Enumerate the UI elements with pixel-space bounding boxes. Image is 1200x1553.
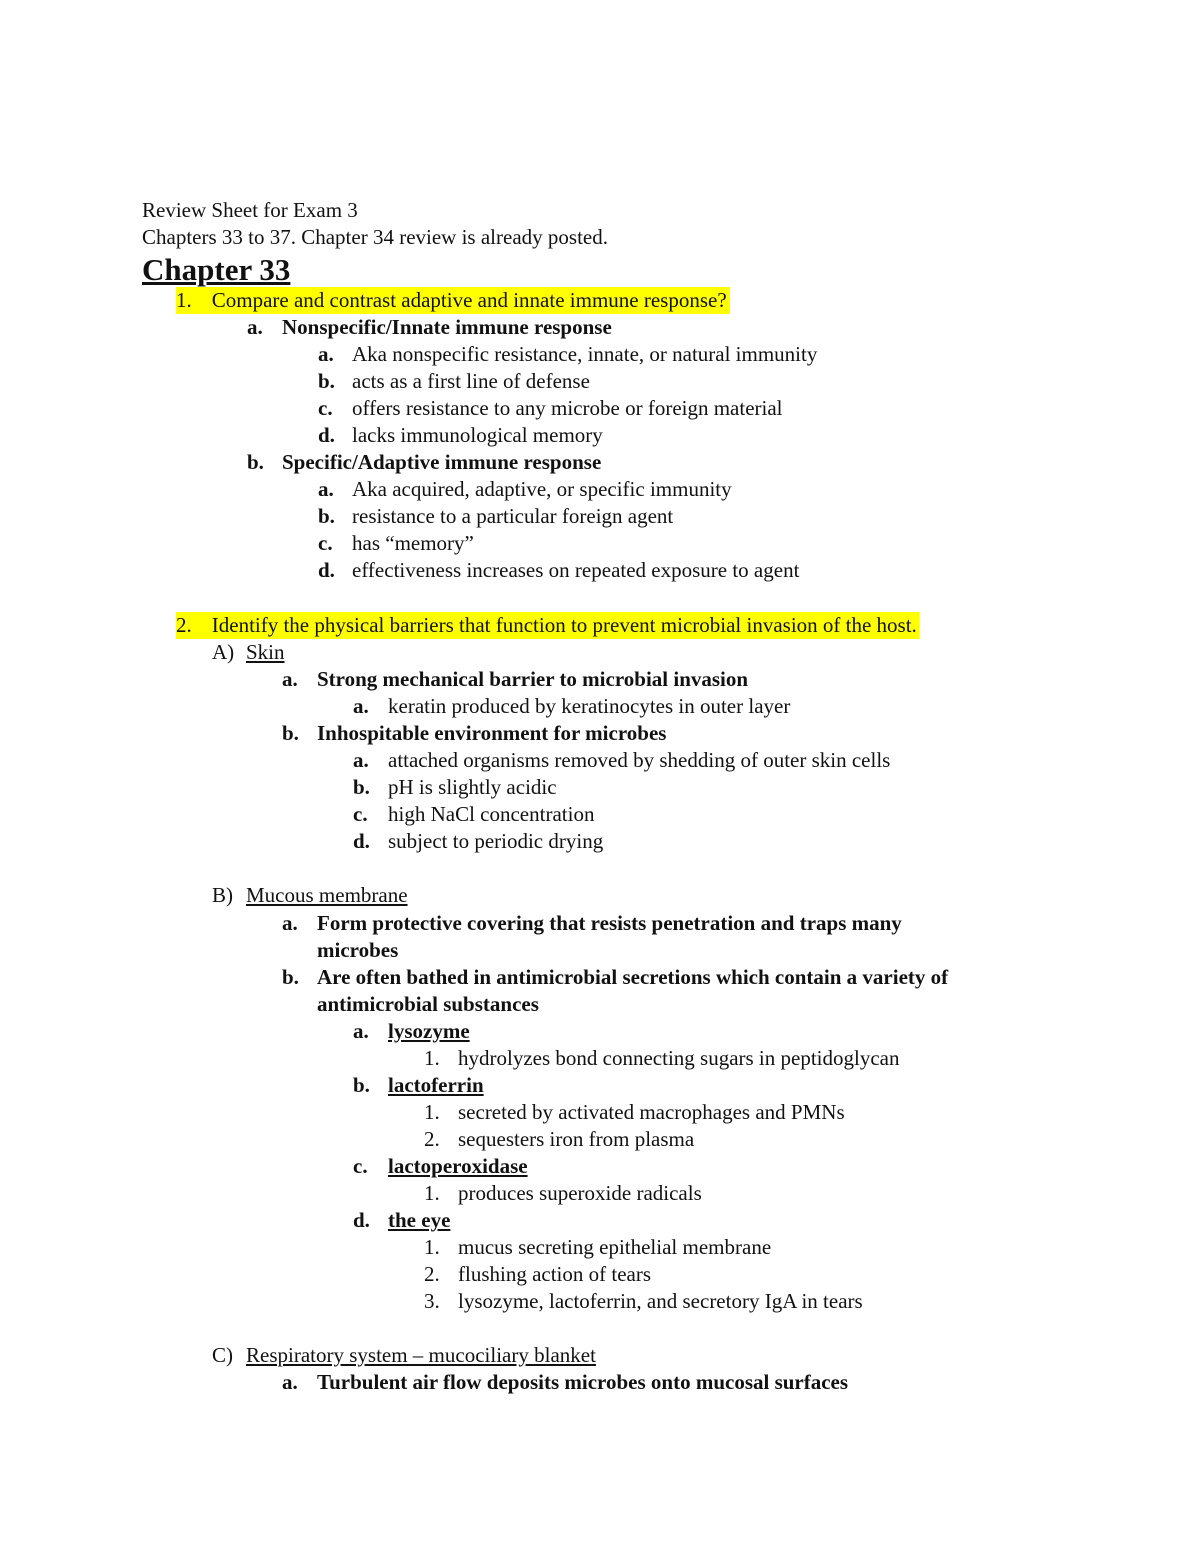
innate-heading: Nonspecific/Innate immune response <box>282 315 612 339</box>
list-marker: 2. <box>424 1127 440 1151</box>
substance-label: lactoferrin <box>388 1073 484 1097</box>
question-2-number: 2. <box>176 613 192 637</box>
list-marker: a. <box>353 1019 369 1043</box>
question-1-number: 1. <box>176 288 192 312</box>
list-marker: 2. <box>424 1262 440 1286</box>
list-marker: 1. <box>424 1235 440 1259</box>
list-item: offers resistance to any microbe or foreign material <box>352 396 783 420</box>
list-marker: a. <box>247 315 263 339</box>
list-item: subject to periodic drying <box>388 829 604 853</box>
list-item: pH is slightly acidic <box>388 775 557 799</box>
mucous-point: Are often bathed in antimicrobial secretions which contain a variety of <box>317 965 949 989</box>
list-marker: b. <box>282 721 299 745</box>
list-marker: a. <box>282 911 298 935</box>
question-1-text: Compare and contrast adaptive and innate immune response? <box>211 288 727 312</box>
list-marker: 3. <box>424 1289 440 1313</box>
list-item: Aka nonspecific resistance, innate, or natural immunity <box>352 342 818 366</box>
question-2 <box>176 612 919 639</box>
mucous-point-continued: antimicrobial substances <box>317 992 539 1016</box>
list-marker: b. <box>282 965 299 989</box>
list-item: Aka acquired, adaptive, or specific immunity <box>352 477 732 501</box>
list-item: high NaCl concentration <box>388 802 595 826</box>
list-item: hydrolyzes bond connecting sugars in peptidoglycan <box>458 1046 900 1070</box>
respiratory-point: Turbulent air flow deposits microbes onto mucosal surfaces <box>317 1370 849 1394</box>
list-marker: d. <box>353 829 370 853</box>
list-marker: a. <box>282 1370 298 1394</box>
skin-point: Strong mechanical barrier to microbial invasion <box>317 667 749 691</box>
document-subtitle: Chapters 33 to 37. Chapter 34 review is already posted. <box>142 225 608 249</box>
section-marker: A) <box>212 640 235 664</box>
section-marker: C) <box>212 1343 233 1367</box>
substance-label: lysozyme <box>388 1019 470 1043</box>
list-item: flushing action of tears <box>458 1262 652 1286</box>
list-marker: a. <box>353 694 369 718</box>
list-marker: 1. <box>424 1100 440 1124</box>
list-marker: c. <box>353 802 368 826</box>
chapter-heading: Chapter 33 <box>142 252 291 287</box>
document-title: Review Sheet for Exam 3 <box>142 198 358 222</box>
list-marker: a. <box>282 667 298 691</box>
list-item: lysozyme, lactoferrin, and secretory IgA in tears <box>458 1289 863 1313</box>
list-item: attached organisms removed by shedding of outer skin cells <box>388 748 891 772</box>
list-item: secreted by activated macrophages and PMNs <box>458 1100 845 1124</box>
list-marker: b. <box>318 504 335 528</box>
list-item: resistance to a particular foreign agent <box>352 504 674 528</box>
respiratory-label: Respiratory system – mucociliary blanket <box>246 1343 596 1367</box>
adaptive-heading: Specific/Adaptive immune response <box>282 450 602 474</box>
question-2-text: Identify the physical barriers that function to prevent microbial invasion of the host. <box>211 613 917 637</box>
list-marker: a. <box>318 342 334 366</box>
list-marker: 1. <box>424 1046 440 1070</box>
mucous-point: Form protective covering that resists penetration and traps many <box>317 911 902 935</box>
list-marker: d. <box>353 1208 370 1232</box>
list-item: lacks immunological memory <box>352 423 603 447</box>
list-marker: c. <box>318 396 333 420</box>
list-marker: d. <box>318 423 335 447</box>
substance-label: the eye <box>388 1208 451 1232</box>
list-marker: c. <box>318 531 333 555</box>
list-marker: d. <box>318 558 335 582</box>
skin-label: Skin <box>246 640 285 664</box>
list-marker: b. <box>353 775 370 799</box>
mucous-point-continued: microbes <box>317 938 399 962</box>
list-marker: b. <box>247 450 264 474</box>
list-marker: 1. <box>424 1181 440 1205</box>
list-item: acts as a first line of defense <box>352 369 590 393</box>
list-marker: a. <box>318 477 334 501</box>
list-item: effectiveness increases on repeated exposure to agent <box>352 558 800 582</box>
list-marker: c. <box>353 1154 368 1178</box>
list-marker: a. <box>353 748 369 772</box>
list-item: has “memory” <box>352 531 474 555</box>
question-1 <box>176 287 730 314</box>
list-item: mucus secreting epithelial membrane <box>458 1235 772 1259</box>
mucous-label: Mucous membrane <box>246 883 408 907</box>
list-item: produces superoxide radicals <box>458 1181 702 1205</box>
list-item: sequesters iron from plasma <box>458 1127 695 1151</box>
section-marker: B) <box>212 883 233 907</box>
skin-point: Inhospitable environment for microbes <box>317 721 667 745</box>
list-marker: b. <box>318 369 335 393</box>
list-item: keratin produced by keratinocytes in outer layer <box>388 694 791 718</box>
substance-label: lactoperoxidase <box>388 1154 528 1178</box>
list-marker: b. <box>353 1073 370 1097</box>
